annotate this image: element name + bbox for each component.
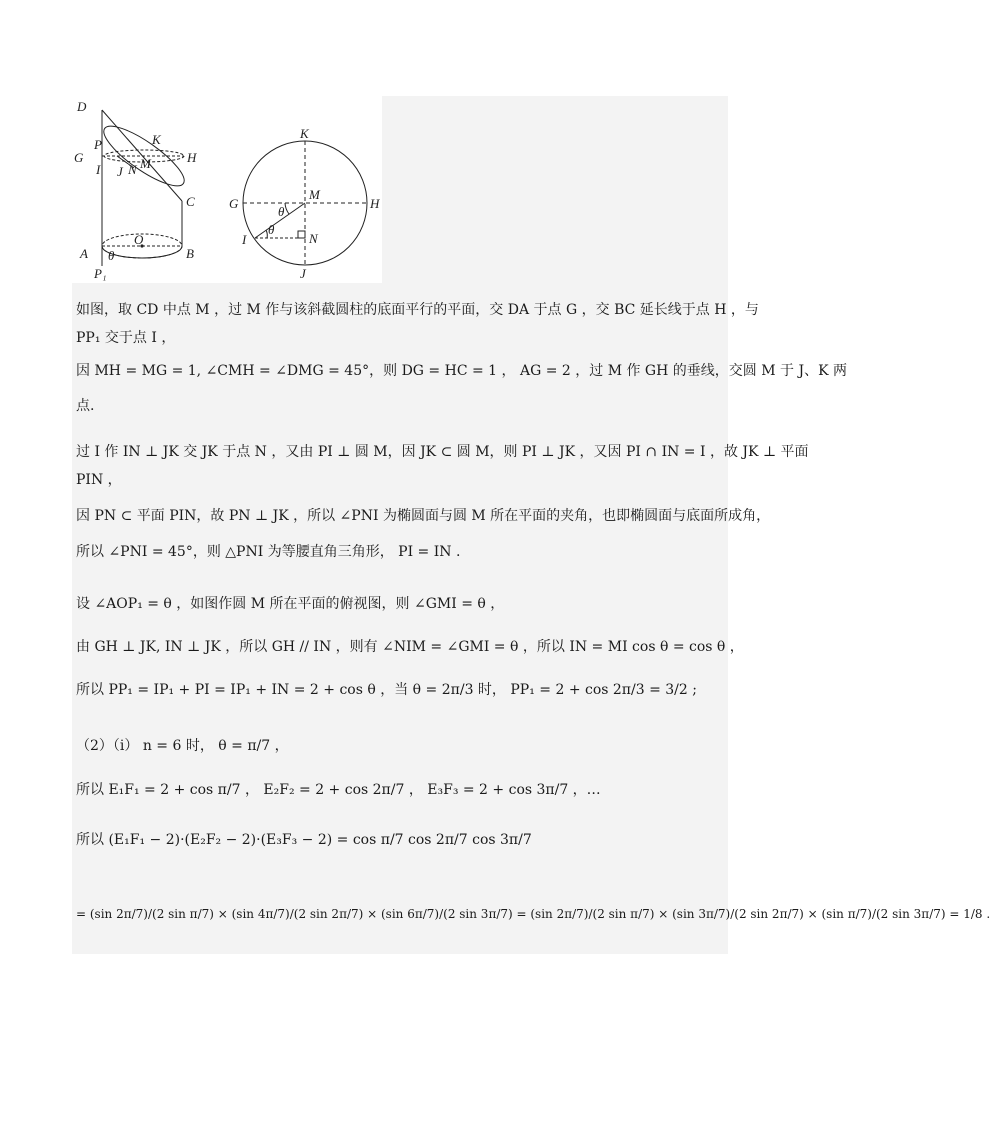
solution-line-12: （2）（i） n = 6 时， θ = π/7 ，	[76, 738, 289, 754]
fig-label-p: P	[94, 137, 102, 152]
solution-line-7: 因 PN ⊂ 平面 PIN，故 PN ⊥ JK ，所以 ∠PNI 为椭圆面与圆 M 所在平面的夹角，也即椭圆面与底面所成角，	[76, 508, 771, 524]
fig-label-m-right: M	[309, 187, 320, 202]
solution-line-11: 所以 PP₁ = IP₁ + PI = IP₁ + IN = 2 + cos θ ，当 θ = 2π/3 时， PP₁ = 2 + cos 2π/3 = 3/2 ;	[76, 682, 697, 698]
solution-line-6: PIN ，	[76, 472, 122, 488]
solution-line-2: PP₁ 交于点 I ，	[76, 330, 176, 346]
fig-label-h: H	[187, 150, 197, 165]
fig-label-j-right: J	[300, 266, 306, 281]
angle-arc-1	[285, 203, 289, 214]
fig-label-o: O	[134, 232, 144, 247]
solution-line-13: 所以 E₁F₁ = 2 + cos π/7 ， E₂F₂ = 2 + cos 2π/7 ， E₃F₃ = 2 + cos 3π/7 ，…	[76, 782, 601, 798]
solution-line-5: 过 I 作 IN ⊥ JK 交 JK 于点 N ，又由 PI ⊥ 圆 M，因 JK ⊂ 圆 M，则 PI ⊥ JK ，又因 PI ∩ IN = I ，故 JK ⊥ 平面	[76, 444, 809, 460]
fig-label-h-right: H	[370, 196, 380, 211]
fig-label-b: B	[186, 246, 194, 261]
fig-label-n-right: N	[309, 231, 318, 246]
solution-panel	[72, 96, 990, 954]
fig-label-k-right: K	[300, 126, 309, 141]
solution-line-8: 所以 ∠PNI = 45°，则 △PNI 为等腰直角三角形， PI = IN .	[76, 544, 461, 560]
solution-line-1: 如图，取 CD 中点 M ，过 M 作与该斜截圆柱的底面平行的平面，交 DA 于点 G ，交 BC 延长线于点 H ，与	[76, 302, 759, 318]
fig-label-a: A	[80, 246, 88, 261]
fig-label-theta-left: θ	[108, 248, 115, 263]
fig-label-i: I	[96, 162, 101, 177]
figure-svg	[72, 96, 382, 283]
fig-label-p1: P₁	[94, 266, 107, 281]
fig-label-c: C	[186, 194, 195, 209]
solution-line-3: 因 MH = MG = 1, ∠CMH = ∠DMG = 45°，则 DG = HC = 1 ， AG = 2 ，过 M 作 GH 的垂线，交圆 M 于 J、K 两	[76, 363, 847, 379]
fig-label-m: M	[140, 156, 151, 171]
solution-line-14: 所以 (E₁F₁ − 2)·(E₂F₂ − 2)·(E₃F₃ − 2) = cos π/7 cos 2π/7 cos 3π/7	[76, 832, 532, 848]
geometry-figure	[72, 96, 382, 283]
solution-line-15: = (sin 2π/7)/(2 sin π/7) × (sin 4π/7)/(2 sin 2π/7) × (sin 6π/7)/(2 sin 3π/7) = (sin 2π/7)/(2 sin π/7) × (sin 3π/7)/(2 sin 2π/7) × (sin π/7)/(2 sin 3π/7) = 1/8 .	[76, 907, 990, 921]
fig-label-g: G	[74, 150, 84, 165]
fig-label-theta-1: θ	[278, 204, 285, 219]
fig-label-i-right: I	[242, 232, 247, 247]
fig-label-n: N	[128, 162, 137, 177]
fig-label-theta-2: θ	[268, 222, 275, 237]
fig-label-k: K	[152, 132, 161, 147]
solution-line-10: 由 GH ⊥ JK, IN ⊥ JK ，所以 GH // IN ，则有 ∠NIM = ∠GMI = θ ，所以 IN = MI cos θ = cos θ ，	[76, 639, 744, 655]
right-angle-mark	[298, 231, 305, 238]
fig-label-d: D	[77, 99, 87, 114]
solution-line-4: 点.	[76, 398, 95, 414]
fig-label-g-right: G	[229, 196, 239, 211]
solution-line-9: 设 ∠AOP₁ = θ ，如图作圆 M 所在平面的俯视图，则 ∠GMI = θ ，	[76, 596, 505, 612]
fig-label-j: J	[117, 164, 123, 179]
